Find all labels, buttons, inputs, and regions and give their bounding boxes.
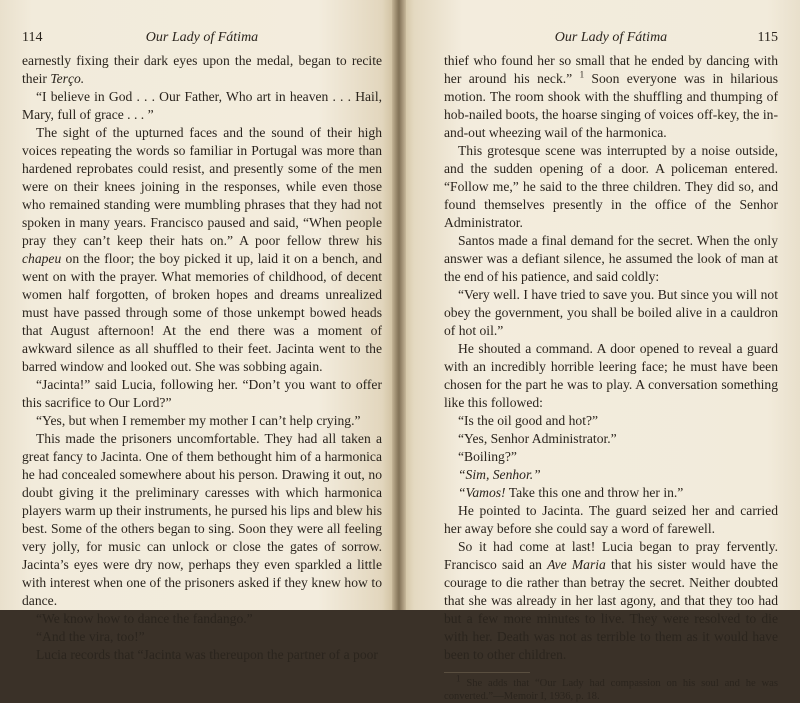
- text-run: So it had come at last! Lucia began to pray fervently. Francisco said an: [444, 539, 778, 572]
- paragraph: Lucia records that “Jacinta was thereupon the partner of a poor: [36, 647, 378, 662]
- right-page: [398, 0, 800, 702]
- text-run: on the floor; the boy picked it up, laid it on a bench, and went on with the prayer. What memories of childhood, of decent women half forgotten, of broken hopes and dreams unrealized must have passed through some of those unkempt bowed heads that August afternoon! At the end there was a moment of awkward silence as all shuffled to their feet. Jacinta went to the barred window and looked out. She was sobbing again.: [22, 251, 382, 374]
- paragraph: This grotesque scene was interrupted by a noise outside, and the sudden opening of a door. A policeman entered. “Follow me,” he said to the three children. They did so, and found themselves presently in the office of the Senhor Administrator.: [444, 143, 778, 230]
- italic-text: Terço.: [50, 71, 85, 86]
- footnote: [444, 673, 778, 703]
- page-number-left: 114: [22, 30, 43, 45]
- italic-text: chapeu: [22, 251, 62, 266]
- paragraph: “We know how to dance the fandango.”: [36, 611, 253, 626]
- left-page: [0, 0, 398, 662]
- paragraph: [444, 484, 778, 502]
- paragraph: Santos made a final demand for the secret. When the only answer was a defiant silence, he assumed the look of man at the end of his patience, and said coldly:: [444, 233, 778, 284]
- page-number-right: 115: [757, 30, 778, 45]
- paragraph: “Boiling?”: [458, 449, 517, 464]
- paragraph: “I believe in God . . . Our Father, Who art in heaven . . . Hail, Mary, full of grace . . . ”: [22, 89, 382, 122]
- paragraph: [444, 538, 778, 664]
- paragraph: “Is the oil good and hot?”: [458, 413, 599, 428]
- running-title-right: Our Lady of Fátima: [554, 30, 668, 45]
- paragraph: “Yes, Senhor Administrator.”: [458, 431, 617, 446]
- footnote-marker[interactable]: 1: [579, 69, 585, 80]
- paragraph: [444, 52, 778, 142]
- footnote-text: She adds that “Our Lady had compassion on his soul and he was converted.”—Memoir I, 1936, p. 18.: [444, 678, 778, 702]
- italic-text: Ave Maria: [547, 557, 606, 572]
- text-run: Take this one and throw her in.”: [508, 485, 684, 500]
- paragraph: [444, 466, 778, 484]
- text-run: thief who found her so small that he ended by dancing with her around his neck.”: [444, 53, 778, 86]
- footnote-number: 1: [456, 673, 461, 684]
- paragraph: [22, 124, 382, 376]
- paragraph: He pointed to Jacinta. The guard seized her and carried her away before she could say a word of farewell.: [444, 503, 778, 536]
- text-run: that his sister would have the courage to die rather than betray the secret. Neither doubted that she was already in her last agony, and that they too had but a few more minutes to live. They were resolved to die with her. Death was not as terrible to them as it would have been to other children.: [444, 557, 778, 662]
- italic-text: “Vamos!: [458, 485, 506, 500]
- text-run: earnestly fixing their dark eyes upon the medal, began to recite their: [22, 53, 382, 86]
- left-body-text: [22, 52, 382, 664]
- text-run: Soon everyone was in hilarious motion. The room shook with the shuffling and thumping of hob-nailed boots, the hoarse singing of voices off-key, the in-and-out wheezing wail of the harmonica.: [444, 71, 778, 140]
- paragraph: He shouted a command. A door opened to reveal a guard with an incredibly horrible leering face; he must have been chosen for the part he was to play. A conversation something like this followed:: [444, 341, 778, 410]
- left-running-head: [22, 30, 382, 52]
- right-running-head: [444, 30, 778, 52]
- right-body-text: [444, 52, 778, 664]
- running-title-left: Our Lady of Fátima: [145, 30, 259, 45]
- paragraph: “Jacinta!” said Lucia, following her. “Don’t you want to offer this sacrifice to Our Lord?”: [22, 377, 382, 410]
- paragraph: “And the vira, too!”: [36, 629, 145, 644]
- book-gutter: [392, 0, 406, 610]
- italic-text: “Sim, Senhor.”: [458, 467, 541, 482]
- paragraph: [22, 52, 382, 88]
- paragraph: “Yes, but when I remember my mother I can’t help crying.”: [36, 413, 361, 428]
- paragraph: “Very well. I have tried to save you. But since you will not obey the government, you shall be boiled alive in a cauldron of hot oil.”: [444, 287, 778, 338]
- text-run: The sight of the upturned faces and the sound of their high voices repeating the words so familiar in Portugal was more than hardened reprobates could resist, and presently some of the men were on their knees joining in the responses, while even those who remained standing were mumbling phrases that they had not spoken in many years. Francisco paused and said, “When people pray they can’t keep their hats on.” A poor fellow threw his: [22, 125, 382, 248]
- paragraph: This made the prisoners uncomfortable. They had all taken a great fancy to Jacinta. One of them bethought him of a harmonica he had concealed somewhere about his person. Drawing it out, no doubt giving it the preliminary caresses with which harmonica players warm up their instruments, he pursed his lips and blew his best. Some of the others began to sing. Soon they were all feeling very jolly, for music can unlock or close the gates of sorrow. Jacinta’s eyes were dry now, perhaps they even sparkled a little with interest when one of the prisoners asked if they knew how to dance.: [22, 431, 382, 608]
